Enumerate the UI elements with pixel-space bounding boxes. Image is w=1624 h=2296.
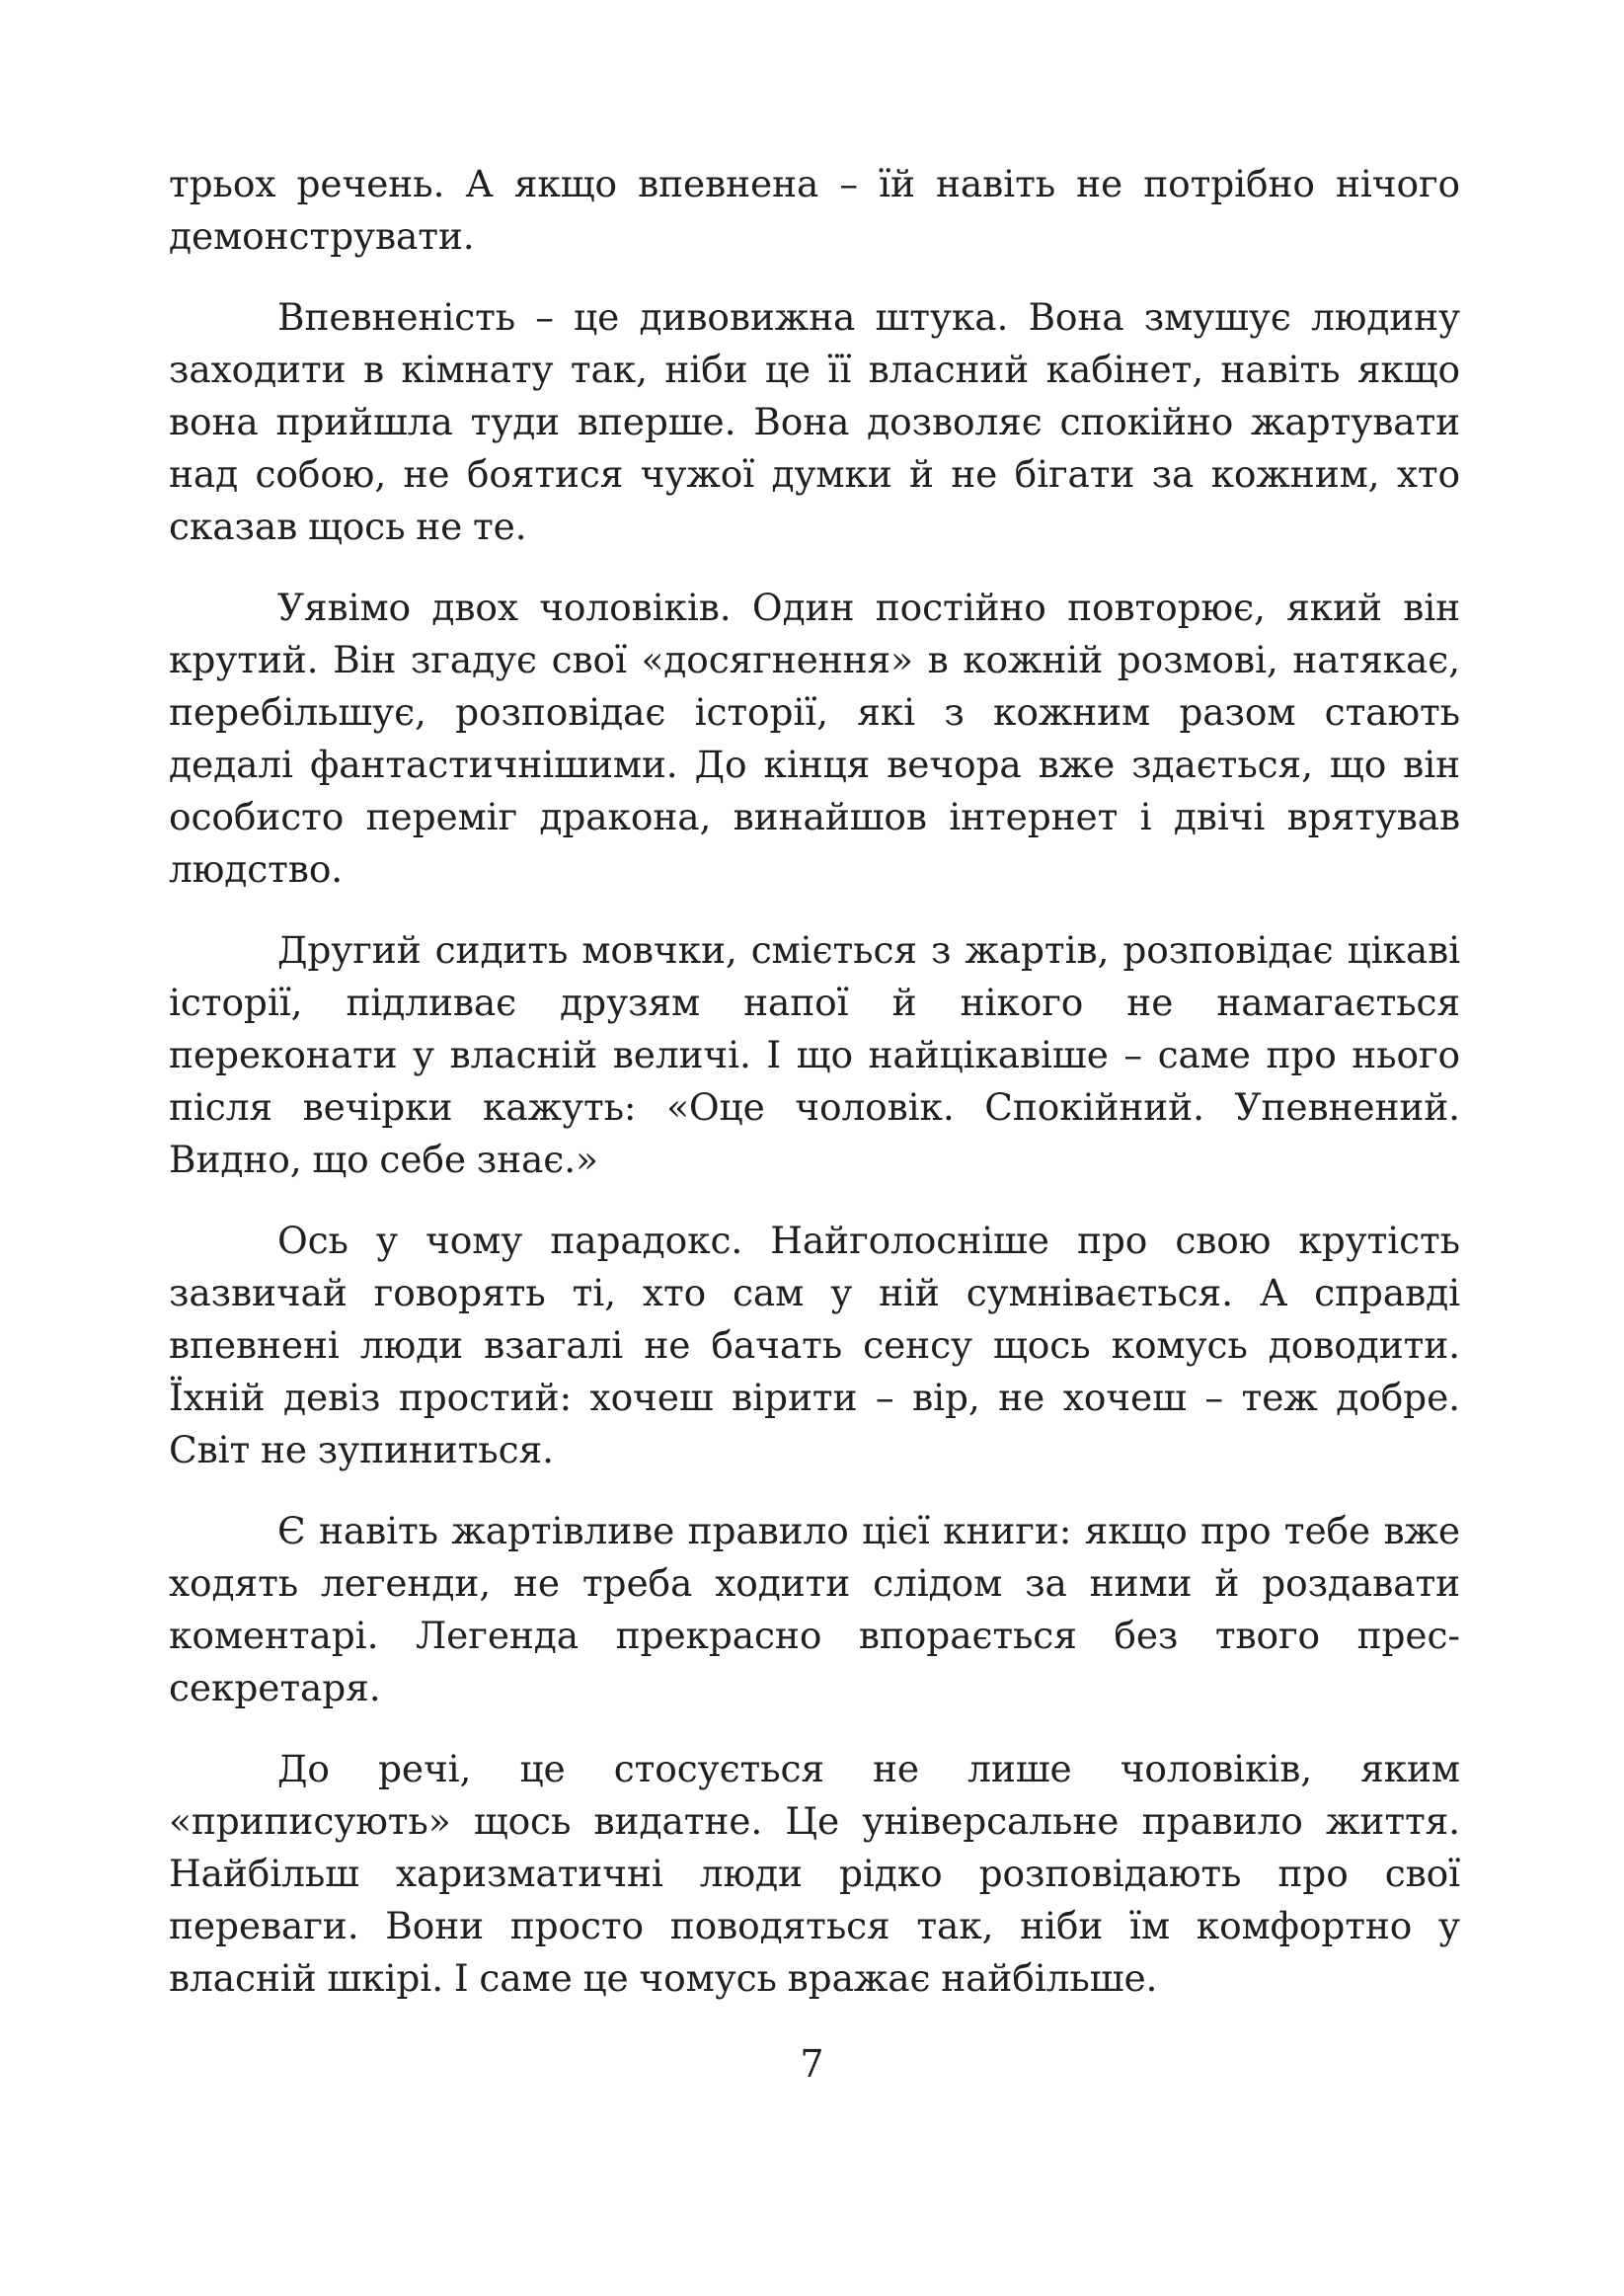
paragraph-universal-rule: До речі, це стосується не лише чоловіків, яким «приписують» щось видатне. Це універсальне правило життя. Найбільш харизматичні люди рідко розповідають про свої переваги. Вони просто поводяться так, ніби їм комфортно у власній шкірі. І саме це чомусь вражає найбільше.	[169, 1747, 1460, 2000]
paragraph-confidence: Впевненість – це дивовижна штука. Вона змушує людину заходити в кімнату так, ніби це її власний кабінет, навіть якщо вона прийшла туди вперше. Вона дозволяє спокійно жартувати над собою, не боятися чужої думки й не бігати за кожним, хто сказав щось не те.	[169, 295, 1460, 548]
page-number: 7	[800, 2042, 824, 2086]
text-column	[169, 158, 1460, 2033]
paragraph-two-men: Уявімо двох чоловіків. Один постійно повторює, який він крутий. Він згадує свої «досягнення» в кожній розмові, натякає, перебільшує, розповідає історії, які з кожним разом стають дедалі фантастичнішими. До кінця вечора вже здається, що він особисто переміг дракона, винайшов інтернет і двічі врятував людство.	[169, 586, 1460, 891]
paragraph-legend-rule: Є навіть жартівливе правило цієї книги: якщо про тебе вже ходять легенди, не треба ходити слідом за ними й роздавати коментарі. Легенда прекрасно впорається без твого прес-секретаря.	[169, 1509, 1460, 1709]
paragraph-continued: трьох речень. А якщо впевнена – їй навіть не потрібно нічого демонструвати.	[169, 162, 1460, 258]
paragraph-paradox: Ось у чому парадокс. Найголосніше про свою крутість зазвичай говорять ті, хто сам у ній сумнівається. А справді впевнені люди взагалі не бачать сенсу щось комусь доводити. Їхній девіз простий: хочеш вірити – вір, не хочеш – теж добре. Світ не зупиниться.	[169, 1219, 1460, 1471]
paragraph-second-man: Другий сидить мовчки, сміється з жартів, розповідає цікаві історії, підливає друзям напої й нікого не намагається переконати у власній величі. І що найцікавіше – саме про нього після вечірки кажуть: «Оце чоловік. Спокійний. Упевнений. Видно, що себе знає.»	[169, 928, 1460, 1181]
